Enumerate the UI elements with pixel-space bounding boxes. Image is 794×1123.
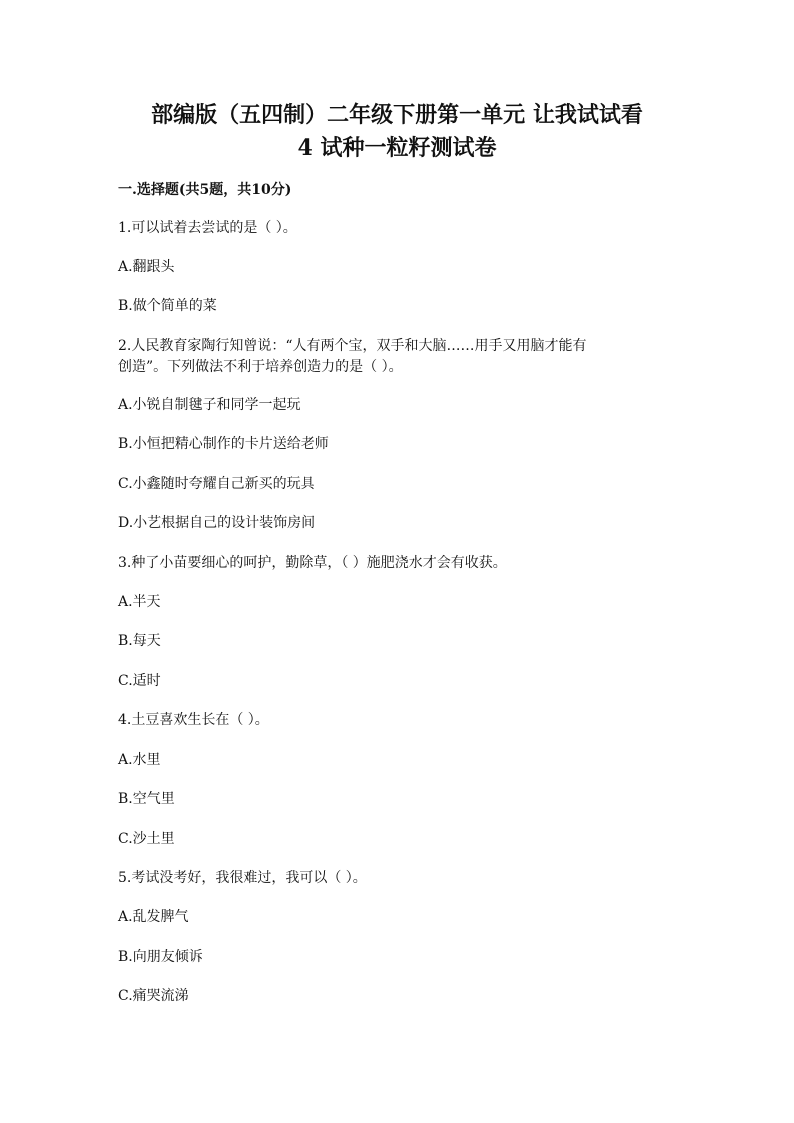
question-4-option-b: B.空气里 xyxy=(118,791,175,807)
question-5-option-c: C.痛哭流涕 xyxy=(118,988,189,1004)
question-2-option-a: A.小锐自制毽子和同学一起玩 xyxy=(118,397,301,413)
question-1-option-b: B.做个简单的菜 xyxy=(118,298,217,314)
title-line-2: 4 试种一粒籽测试卷 xyxy=(297,135,497,161)
question-3-option-b: B.每天 xyxy=(118,633,161,649)
question-2-option-b: B.小恒把精心制作的卡片送给老师 xyxy=(118,436,329,452)
question-4-option-c: C.沙土里 xyxy=(118,831,175,847)
question-3-option-c: C.适时 xyxy=(118,673,161,689)
question-4-option-a: A.水里 xyxy=(118,752,161,768)
question-5-option-a: A.乱发脾气 xyxy=(118,909,189,925)
title-line-1: 部编版（五四制）二年级下册第一单元 让我试试看 xyxy=(151,102,643,128)
question-4-text: 4.土豆喜欢生长在（ ）。 xyxy=(118,712,269,728)
question-1-text: 1.可以试着去尝试的是（ ）。 xyxy=(118,220,297,236)
question-2-text-line-2: 创造”。下列做法不利于培养创造力的是（ ）。 xyxy=(118,359,403,375)
question-1-option-a: A.翻跟头 xyxy=(118,259,175,275)
question-2-option-c: C.小鑫随时夸耀自己新买的玩具 xyxy=(118,476,315,492)
question-5-option-b: B.向朋友倾诉 xyxy=(118,949,203,965)
question-2-text-line-1: 2.人民教育家陶行知曾说：“人有两个宝，双手和大脑……用手又用脑才能有 xyxy=(118,338,587,354)
question-5-text: 5.考试没考好，我很难过，我可以（ ）。 xyxy=(118,870,367,886)
question-3-option-a: A.半天 xyxy=(118,594,161,610)
question-3-text: 3.种了小苗要细心的呵护，勤除草，（ ）施肥浇水才会有收获。 xyxy=(118,555,507,571)
section-heading: 一.选择题(共5题，共10分) xyxy=(118,182,292,198)
question-2-option-d: D.小艺根据自己的设计装饰房间 xyxy=(118,515,316,531)
